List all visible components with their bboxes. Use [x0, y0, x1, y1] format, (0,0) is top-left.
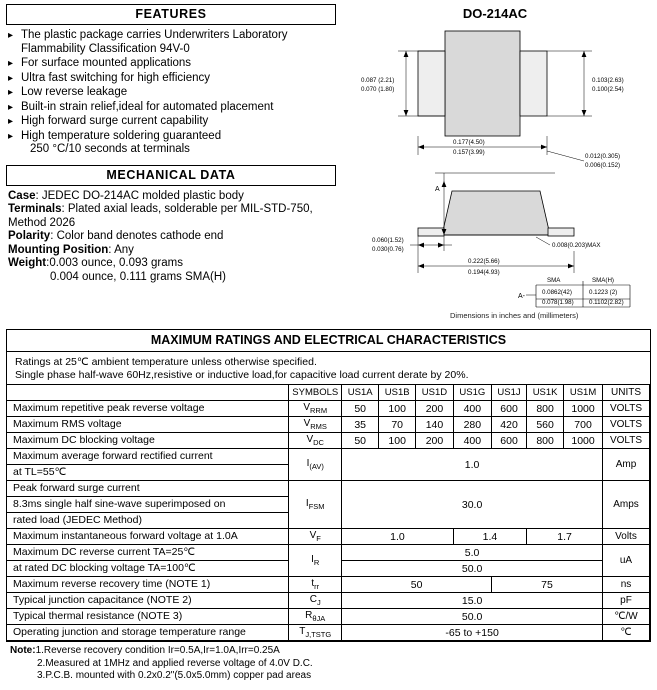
- row-symbol: $I_{(AV)}$: [289, 449, 342, 481]
- footnotes: [6, 642, 651, 683]
- ratings-note-line: Single phase half-wave 60Hz,resistive or inductive load,for capacitive load current derate by 20%.: [15, 368, 469, 381]
- mechanical-data-section: [6, 165, 336, 285]
- mech-sep: :: [61, 203, 68, 216]
- footnote-line: 2.Measured at 1MHz and applied reverse voltage of 4.0V D.C.: [37, 657, 313, 669]
- package-drawing-section: [340, 4, 650, 323]
- mech-label: Terminals: [8, 203, 62, 216]
- row-description: Maximum repetitive peak reverse voltage: [7, 401, 289, 417]
- row-unit: Amps: [603, 481, 650, 529]
- row-value: 5.0: [342, 545, 603, 561]
- mechanical-data-body: [6, 190, 336, 285]
- row-symbol: $V_{DC}$: [289, 433, 342, 449]
- row-description: 8.3ms single half sine-wave superimposed on: [7, 497, 289, 513]
- row-value: 420: [491, 417, 526, 433]
- feature-subtext: 250 °C/10 seconds at terminals: [30, 143, 190, 155]
- row-symbol: $V_{RMS}$: [289, 417, 342, 433]
- label-sma: SMA: [547, 277, 561, 284]
- feature-text: Built-in strain relief,ideal for automated placement: [21, 100, 274, 113]
- dimensions-note: Dimensions in inches and (millimeters): [450, 311, 579, 320]
- row-description: Maximum average forward rectified current: [7, 449, 289, 465]
- mech-value: 0.003 ounce, 0.093 grams: [49, 257, 183, 270]
- row-value: 15.0: [342, 593, 603, 609]
- row-value: 30.0: [342, 481, 603, 529]
- dim-sma-a: 0.0862(42): [542, 289, 572, 296]
- mech-label: Polarity: [8, 230, 51, 243]
- mech-row: [8, 190, 336, 204]
- row-value: 200: [416, 401, 454, 417]
- row-unit: VOLTS: [603, 401, 650, 417]
- col-part-6: US1M: [564, 385, 603, 401]
- row-value: 1000: [564, 401, 603, 417]
- col-symbols: SYMBOLS: [289, 385, 342, 401]
- mech-label: Mounting Position: [8, 243, 109, 256]
- row-value: 35: [342, 417, 379, 433]
- bullet-icon: ▸: [8, 130, 14, 142]
- row-description: Maximum reverse recovery time (NOTE 1): [7, 577, 289, 593]
- row-value: 100: [379, 401, 416, 417]
- row-description: Peak forward surge current: [7, 481, 289, 497]
- dim-top-left-b: 0.070 (1.80): [361, 86, 395, 93]
- mech-row: [8, 257, 336, 271]
- row-unit: uA: [603, 545, 650, 577]
- dim-side-bottom-b: 0.194(4.93): [468, 269, 500, 276]
- col-part-1: US1B: [379, 385, 416, 401]
- row-symbol: $C_J$: [289, 593, 342, 609]
- row-description: at TL=55℃: [7, 465, 289, 481]
- features-list: [6, 29, 336, 157]
- row-value: 70: [379, 417, 416, 433]
- package-drawing: [340, 23, 650, 323]
- feature-subtext: Flammability Classification 94V-0: [21, 42, 190, 55]
- bullet-icon: ▸: [8, 101, 14, 113]
- row-value: 1.4: [453, 529, 526, 545]
- mech-value: Plated axial leads, solderable per MIL-STD-750,: [67, 203, 313, 216]
- table-row: [7, 401, 650, 417]
- col-units: UNITS: [603, 385, 650, 401]
- mech-label: Case: [8, 189, 36, 202]
- mech-row: [8, 203, 336, 217]
- table-row: [7, 545, 650, 561]
- list-item: [8, 72, 336, 86]
- dim-top-right-a: 0.103(2.63): [592, 77, 624, 84]
- table-row: [7, 593, 650, 609]
- mech-value: 0.004 ounce, 0.111 grams SMA(H): [50, 271, 226, 284]
- mech-value: JEDEC DO-214AC molded plastic body: [41, 189, 244, 202]
- row-value: 400: [453, 433, 491, 449]
- row-unit: ℃: [603, 625, 650, 641]
- dim-bottom-a: 0.177(4.50): [453, 139, 485, 146]
- mech-sep: :: [108, 243, 115, 256]
- table-row: [7, 449, 650, 465]
- dim-standoff: 0.008(0.203)MAX: [552, 242, 601, 249]
- mech-row: [8, 244, 336, 258]
- list-item: [8, 86, 336, 100]
- row-symbol: $T_{J,TSTG}$: [289, 625, 342, 641]
- feature-text: Ultra fast switching for high efficiency: [21, 71, 210, 84]
- table-row: [7, 433, 650, 449]
- row-description: Operating junction and storage temperature range: [7, 625, 289, 641]
- footnote-text: 1.Reverse recovery condition Ir=0.5A,Ir=1.0A,Irr=0.25A: [35, 645, 280, 656]
- row-value: 50.0: [342, 561, 603, 577]
- row-unit: ℃/W: [603, 609, 650, 625]
- list-item: [8, 115, 336, 129]
- dim-side-left-a: 0.060(1.52): [372, 237, 404, 244]
- dim-a-label: A: [435, 186, 440, 193]
- table-header-row: [7, 385, 650, 401]
- dim-smah-b: 0.1102(2.82): [589, 299, 624, 306]
- dim-top-left-a: 0.087 (2.21): [361, 77, 395, 84]
- mech-sep: :: [50, 230, 57, 243]
- row-description: Typical thermal resistance (NOTE 3): [7, 609, 289, 625]
- col-description: [7, 385, 289, 401]
- row-symbol: $I_{FSM}$: [289, 481, 342, 529]
- table-row: [7, 481, 650, 497]
- bullet-icon: ▸: [8, 58, 14, 69]
- row-unit: VOLTS: [603, 433, 650, 449]
- footnote-label: Note:: [10, 645, 36, 656]
- dim-lead-b: 0.006(0.152): [585, 162, 621, 169]
- row-value: 50: [342, 433, 379, 449]
- row-symbol: $t_{rr}$: [289, 577, 342, 593]
- mech-value: Method 2026: [8, 216, 76, 229]
- row-description: Maximum RMS voltage: [7, 417, 289, 433]
- dim-side-bottom-a: 0.222(5.66): [468, 258, 500, 265]
- row-symbol: $R_{\theta JA}$: [289, 609, 342, 625]
- row-value: 200: [416, 433, 454, 449]
- row-description: Maximum instantaneous forward voltage at 1.0A: [7, 529, 289, 545]
- top-section: [6, 4, 651, 323]
- ratings-note-line: Ratings at 25℃ ambient temperature unless otherwise specified.: [15, 356, 317, 368]
- mech-row: [8, 271, 336, 285]
- list-item: [8, 57, 336, 71]
- bullet-icon: ▸: [8, 87, 14, 98]
- row-description: Maximum DC reverse current TA=25℃: [7, 545, 289, 561]
- feature-text: High forward surge current capability: [21, 115, 209, 127]
- row-symbol: $I_R$: [289, 545, 342, 577]
- row-value: 140: [416, 417, 454, 433]
- mechanical-data-header: MECHANICAL DATA: [6, 165, 336, 186]
- mech-label: Weight: [8, 257, 47, 270]
- row-unit: Volts: [603, 529, 650, 545]
- mech-value: Color band denotes cathode end: [56, 230, 224, 243]
- row-value: -65 to +150: [342, 625, 603, 641]
- list-item: [8, 29, 336, 56]
- row-value: 1000: [564, 433, 603, 449]
- dim-sma-b: 0.078(1.98): [542, 299, 574, 306]
- mech-sep: :: [46, 257, 50, 270]
- left-column: [6, 4, 336, 323]
- row-value: 1.0: [342, 449, 603, 481]
- bullet-icon: ▸: [8, 72, 14, 84]
- table-row: [7, 625, 650, 641]
- row-description: Typical junction capacitance (NOTE 2): [7, 593, 289, 609]
- table-row: [7, 577, 650, 593]
- bullet-icon: ▸: [8, 116, 14, 127]
- row-value: 1.0: [342, 529, 454, 545]
- row-unit: Amp: [603, 449, 650, 481]
- row-value: 1.7: [527, 529, 603, 545]
- row-symbol: $V_{RRM}$: [289, 401, 342, 417]
- row-value: 560: [527, 417, 564, 433]
- footnote-line: [10, 645, 647, 658]
- col-part-0: US1A: [342, 385, 379, 401]
- mech-sep: :: [35, 189, 42, 202]
- package-drawing-svg: [340, 23, 650, 323]
- row-value: 50: [342, 401, 379, 417]
- dim-a-dash: A-: [518, 293, 525, 300]
- ratings-table: [7, 384, 650, 641]
- list-item: [8, 130, 336, 157]
- footnote-line: 3.P.C.B. mounted with 0.2x0.2"(5.0x5.0mm) copper pad areas: [37, 670, 312, 681]
- feature-text: For surface mounted applications: [21, 57, 192, 69]
- feature-text: The plastic package carries Underwriters Laboratory: [21, 29, 288, 41]
- table-row: [7, 609, 650, 625]
- row-value: 100: [379, 433, 416, 449]
- row-description: rated load (JEDEC Method): [7, 513, 289, 529]
- dim-bottom-b: 0.157(3.99): [453, 149, 485, 156]
- row-unit: ns: [603, 577, 650, 593]
- feature-text: High temperature soldering guaranteed: [21, 129, 222, 142]
- ratings-table-body: [7, 401, 650, 641]
- row-unit: pF: [603, 593, 650, 609]
- col-part-5: US1K: [527, 385, 564, 401]
- mech-row: [8, 217, 336, 231]
- table-row: [7, 529, 650, 545]
- row-value: 50: [342, 577, 492, 593]
- row-value: 600: [491, 401, 526, 417]
- dim-smah-a: 0.1223 (2): [589, 289, 618, 296]
- dim-top-right-b: 0.100(2.54): [592, 86, 624, 93]
- features-header: FEATURES: [6, 4, 336, 25]
- label-smah: SMA(H): [592, 277, 614, 284]
- list-item: [8, 101, 336, 115]
- row-description: Maximum DC blocking voltage: [7, 433, 289, 449]
- row-value: 700: [564, 417, 603, 433]
- col-part-4: US1J: [491, 385, 526, 401]
- package-title: DO-214AC: [462, 6, 528, 21]
- row-value: 400: [453, 401, 491, 417]
- dim-side-left-b: 0.030(0.76): [372, 246, 404, 253]
- mech-value: Any: [114, 243, 134, 256]
- table-row: [7, 417, 650, 433]
- row-unit: VOLTS: [603, 417, 650, 433]
- bullet-icon: ▸: [8, 30, 14, 41]
- row-symbol: $V_F$: [289, 529, 342, 545]
- ratings-notes: [7, 352, 650, 384]
- feature-text: Low reverse leakage: [21, 86, 128, 98]
- row-value: 50.0: [342, 609, 603, 625]
- mech-row: [8, 230, 336, 244]
- dim-lead-a: 0.012(0.305): [585, 153, 621, 160]
- col-part-3: US1G: [453, 385, 491, 401]
- col-part-2: US1D: [416, 385, 454, 401]
- row-value: 800: [527, 433, 564, 449]
- row-value: 280: [453, 417, 491, 433]
- row-description: at rated DC blocking voltage TA=100℃: [7, 561, 289, 577]
- row-value: 600: [491, 433, 526, 449]
- ratings-section: [6, 329, 651, 642]
- row-value: 800: [527, 401, 564, 417]
- ratings-header: MAXIMUM RATINGS AND ELECTRICAL CHARACTERISTICS: [7, 330, 650, 352]
- row-value: 75: [491, 577, 602, 593]
